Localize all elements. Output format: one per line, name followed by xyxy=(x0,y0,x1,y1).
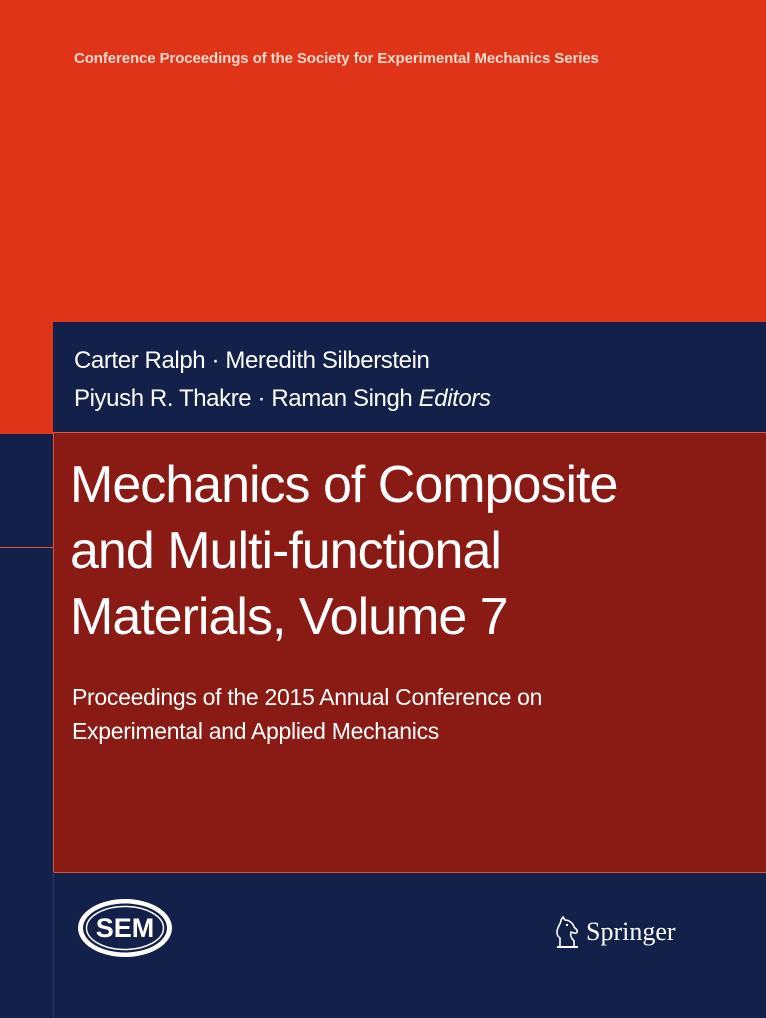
divider-line xyxy=(53,872,766,873)
book-title-line-2: and Multi-functional xyxy=(70,522,501,580)
springer-logo xyxy=(552,912,676,952)
divider-line xyxy=(53,872,54,1018)
editors-role: Editors xyxy=(418,385,491,412)
subtitle-line-2: Experimental and Applied Mechanics xyxy=(72,718,439,744)
book-title-line-3: Materials, Volume 7 xyxy=(70,588,508,646)
springer-horse-icon xyxy=(552,914,582,950)
editors-line-2 xyxy=(74,380,734,418)
left-color-strip xyxy=(0,322,53,434)
divider-line xyxy=(0,547,53,548)
subtitle-line-1: Proceedings of the 2015 Annual Conference on xyxy=(72,684,543,710)
editors-names-2: Piyush R. Thakre · Raman Singh xyxy=(74,385,413,412)
editors-line-1: Carter Ralph · Meredith Silberstein xyxy=(74,347,430,374)
series-title: Conference Proceedings of the Society for Experimental Mechanics Series xyxy=(74,50,599,67)
editors-block xyxy=(74,342,734,418)
book-title-line-1: Mechanics of Composite xyxy=(70,456,618,514)
sem-logo-text: SEM xyxy=(95,913,155,943)
book-subtitle xyxy=(72,680,752,748)
sem-logo xyxy=(76,897,174,959)
book-title xyxy=(70,452,760,650)
top-color-band xyxy=(0,0,766,322)
springer-text: Springer xyxy=(586,917,676,946)
